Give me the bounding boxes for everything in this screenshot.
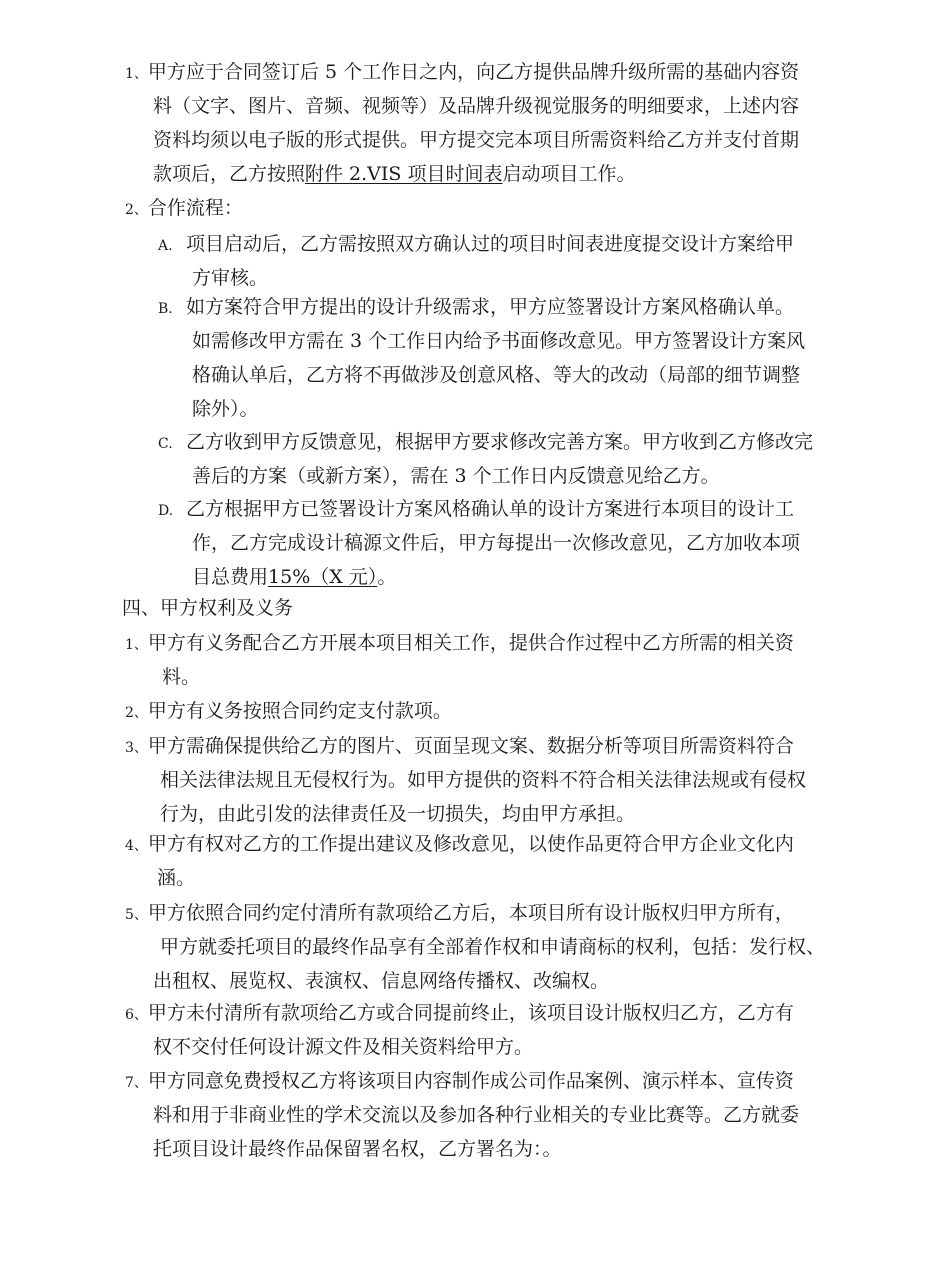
clause-text-line: 甲方同意免费授权乙方将该项目内容制作成公司作品案例、演示样本、宣传资 bbox=[147, 1070, 794, 1092]
clause-text-line: 料（文字、图片、音频、视频等）及品牌升级视觉服务的明细要求，上述内容 bbox=[153, 95, 800, 117]
subclause-letter: C. bbox=[158, 436, 173, 452]
obligation-5 bbox=[125, 896, 825, 998]
obligation-4 bbox=[125, 827, 794, 895]
subclause-text-line: 除外）。 bbox=[192, 398, 259, 420]
obligation-7 bbox=[125, 1064, 799, 1166]
clause-number: 3、 bbox=[125, 740, 148, 756]
clause-text-line: 资料均须以电子版的形式提供。甲方提交完本项目所需资料给乙方并支付首期 bbox=[153, 129, 800, 151]
clause-text-line: 托项目设计最终作品保留署名权，乙方署名为：。 bbox=[153, 1138, 562, 1160]
clause-text-line: 料。 bbox=[162, 666, 201, 688]
section-4-heading: 四、甲方权利及义务 bbox=[122, 597, 294, 619]
clause-text-line: 涵。 bbox=[157, 867, 196, 889]
clause-2 bbox=[125, 191, 243, 225]
clause-number: 1、 bbox=[125, 637, 148, 653]
subclause-text-line: 格确认单后，乙方将不再做涉及创意风格、等大的改动（局部的细节调整 bbox=[192, 364, 801, 386]
subclause-b bbox=[158, 290, 805, 426]
subclause-text-line: 方审核。 bbox=[192, 267, 269, 289]
clause-number: 1、 bbox=[125, 66, 148, 82]
subclause-text-line: 。 bbox=[377, 566, 397, 588]
subclause-text-line: 项目启动后，乙方需按照双方确认过的项目时间表进度提交设计方案给甲 bbox=[186, 233, 795, 255]
clause-number: 5、 bbox=[125, 907, 148, 923]
obligation-1 bbox=[125, 626, 794, 694]
subclause-text-line: 乙方收到甲方反馈意见，根据甲方要求修改完善方案。甲方收到乙方修改完 bbox=[186, 431, 814, 453]
clause-text-line: 行为，由此引发的法律责任及一切损失，均由甲方承担。 bbox=[160, 803, 636, 825]
clause-text-line: 甲方就委托项目的最终作品享有全部着作权和申请商标的权利，包括：发行权、 bbox=[160, 936, 826, 958]
subclause-letter: A. bbox=[158, 238, 173, 254]
subclause-text-line: 善后的方案（或新方案），需在 3 个工作日内反馈意见给乙方。 bbox=[192, 465, 720, 487]
subclause-text-line: 如方案符合甲方提出的设计升级需求，甲方应签署设计方案风格确认单。 bbox=[186, 296, 795, 318]
obligation-6 bbox=[125, 996, 794, 1064]
clause-number: 2、 bbox=[125, 705, 148, 721]
clause-number: 6、 bbox=[125, 1007, 148, 1023]
clause-text-line: 权不交付任何设计源文件及相关资料给甲方。 bbox=[153, 1036, 534, 1058]
clause-text-line: 甲方有权对乙方的工作提出建议及修改意见，以使作品更符合甲方企业文化内 bbox=[147, 833, 794, 855]
clause-text-line: 启动项目工作。 bbox=[502, 163, 636, 185]
subclause-d bbox=[158, 492, 800, 594]
clause-text-line: 甲方应于合同签订后 5 个工作日之内，向乙方提供品牌升级所需的基础内容资 bbox=[147, 61, 800, 83]
clause-number: 4、 bbox=[125, 838, 148, 854]
clause-text-line: 料和用于非商业性的学术交流以及参加各种行业相关的专业比赛等。乙方就委 bbox=[153, 1104, 800, 1126]
clause-text-line: 甲方有义务配合乙方开展本项目相关工作，提供合作过程中乙方所需的相关资 bbox=[147, 632, 794, 654]
obligation-3 bbox=[125, 729, 806, 831]
subclause-text-line: 作，乙方完成设计稿源文件后，甲方每提出一次修改意见，乙方加收本项 bbox=[192, 532, 801, 554]
subclause-text-line: 如需修改甲方需在 3 个工作日内给予书面修改意见。甲方签署设计方案风 bbox=[192, 330, 806, 352]
clause-1 bbox=[125, 55, 799, 191]
clause-text-line: 相关法律法规且无侵权行为。如甲方提供的资料不符合相关法律法规或有侵权 bbox=[160, 769, 807, 791]
clause-text-line: 款项后，乙方按照 bbox=[153, 163, 306, 185]
clause-text-line: 甲方依照合同约定付清所有款项给乙方后，本项目所有设计版权归甲方所有， bbox=[147, 902, 794, 924]
obligation-2 bbox=[125, 694, 452, 728]
subclause-text-line: 目总费用 bbox=[192, 566, 269, 588]
clause-heading: 合作流程： bbox=[147, 197, 243, 219]
subclause-a bbox=[158, 227, 794, 295]
clause-number: 2、 bbox=[125, 202, 148, 218]
attachment-reference-link: 附件 2.VIS 项目时间表 bbox=[305, 163, 503, 185]
subclause-text-line: 乙方根据甲方已签署设计方案风格确认单的设计方案进行本项目的设计工 bbox=[186, 498, 795, 520]
subclause-c bbox=[158, 425, 813, 493]
clause-number: 7、 bbox=[125, 1075, 148, 1091]
clause-text-line: 甲方未付清所有款项给乙方或合同提前终止，该项目设计版权归乙方，乙方有 bbox=[147, 1002, 794, 1024]
clause-text-line: 甲方有义务按照合同约定支付款项。 bbox=[147, 700, 452, 722]
subclause-letter: D. bbox=[158, 503, 174, 519]
clause-text-line: 出租权、展览权、表演权、信息网络传播权、改编权。 bbox=[153, 970, 610, 992]
fee-percentage: 15%（X 元） bbox=[268, 566, 378, 588]
clause-text-line: 甲方需确保提供给乙方的图片、页面呈现文案、数据分析等项目所需资料符合 bbox=[147, 735, 794, 757]
subclause-letter: B. bbox=[158, 301, 173, 317]
